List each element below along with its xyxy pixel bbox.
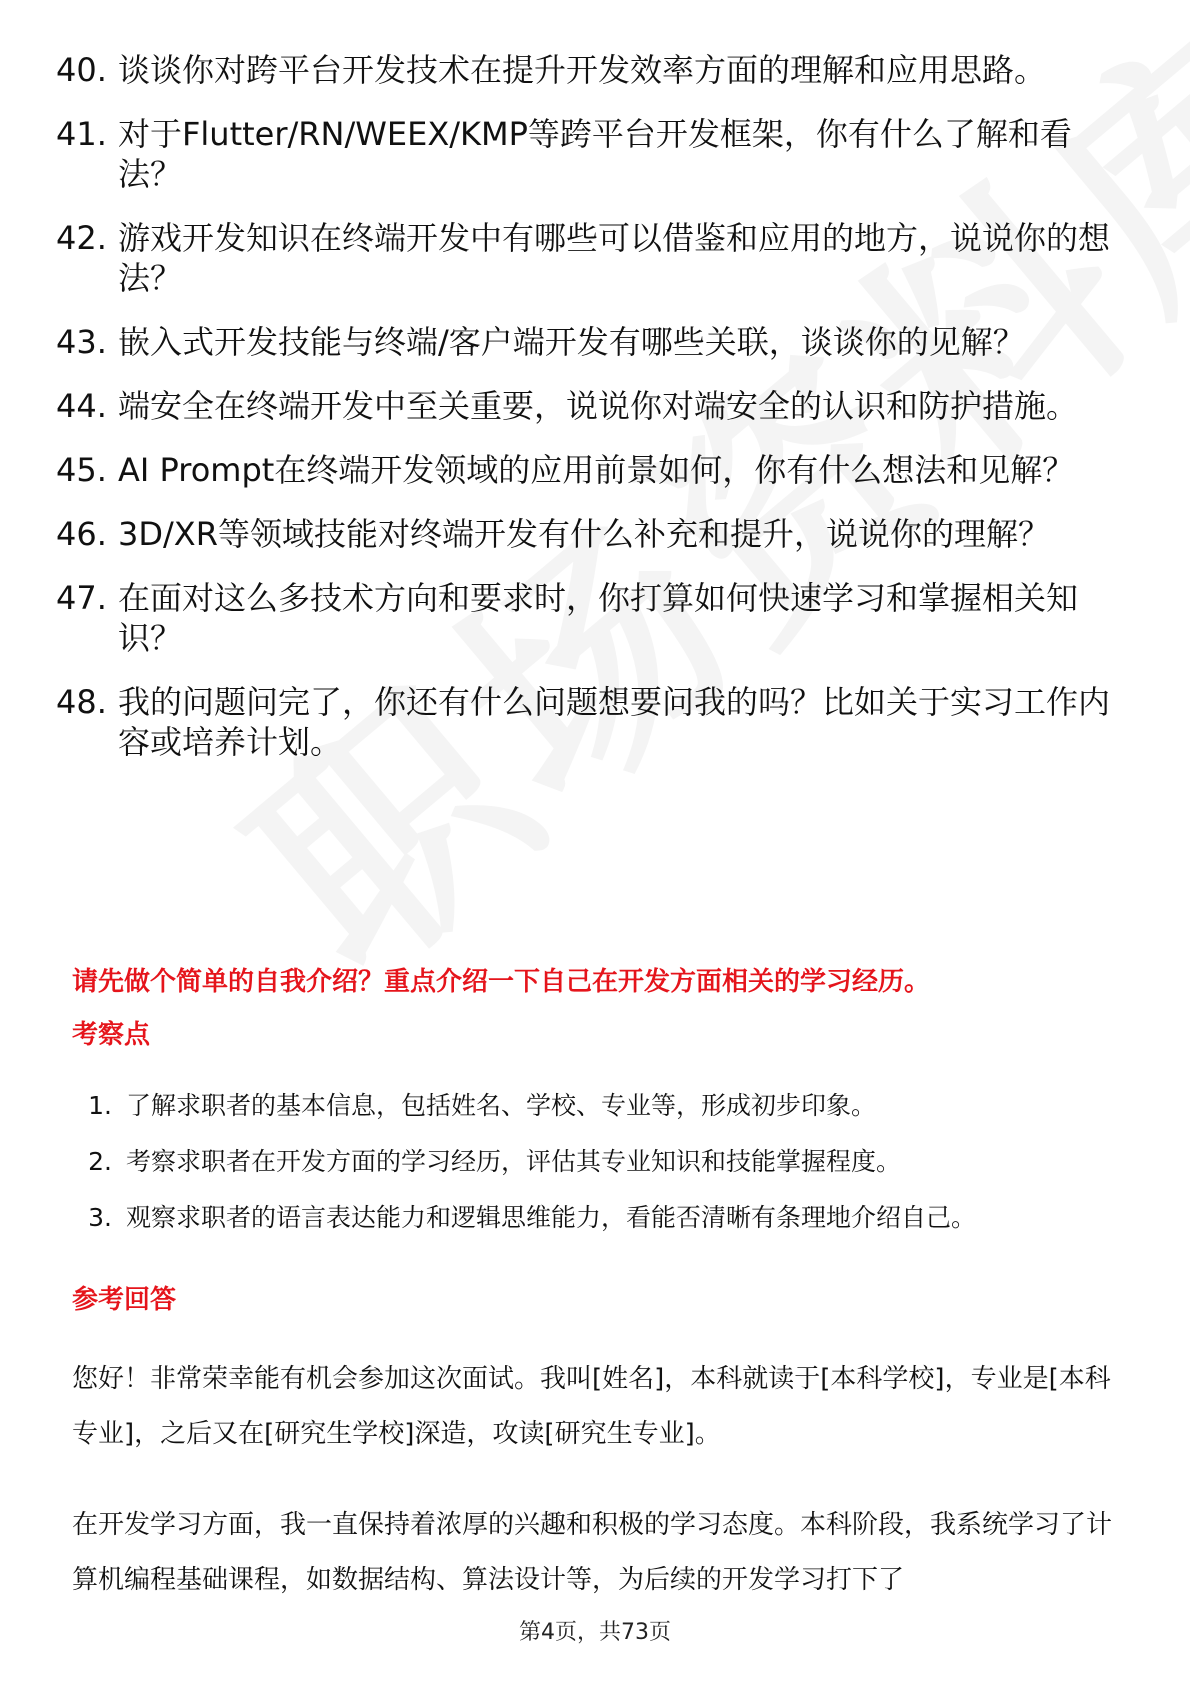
- list-item: [56, 322, 1126, 362]
- question-text: 端安全在终端开发中至关重要，说说你对端安全的认识和防护措施。: [118, 387, 1079, 425]
- examine-heading: 考察点: [72, 1020, 151, 1050]
- question-number: 40.: [56, 51, 107, 89]
- question-number: 45.: [56, 451, 107, 489]
- question-number: 44.: [56, 387, 107, 425]
- point-number: 3.: [88, 1203, 112, 1232]
- list-item: [60, 1088, 1108, 1124]
- question-number: 41.: [56, 115, 107, 153]
- list-item: [60, 1200, 1108, 1236]
- examine-points-list: [60, 1088, 1108, 1236]
- page-footer: 第4页，共73页: [519, 1620, 671, 1645]
- answer-paragraph: 在开发学习方面，我一直保持着浓厚的兴趣和积极的学习态度。本科阶段，我系统学习了计算机编程基础课程，如数据结构、算法设计等，为后续的开发学习打下了: [72, 1510, 1113, 1595]
- point-text: 考察求职者在开发方面的学习经历，评估其专业知识和技能掌握程度。: [126, 1147, 902, 1176]
- question-text: 我的问题问完了，你还有什么问题想要问我的吗？比如关于实习工作内容或培养计划。: [118, 683, 1111, 761]
- examine-points-block: [60, 1088, 1108, 1256]
- list-item: [56, 682, 1126, 762]
- question-text: 嵌入式开发技能与终端/客户端开发有哪些关联，谈谈你的见解？: [118, 323, 1025, 361]
- question-text: 3D/XR等领域技能对终端开发有什么补充和提升，说说你的理解？: [118, 515, 1050, 553]
- question-text: AI Prompt在终端开发领域的应用前景如何，你有什么想法和见解？: [118, 451, 1075, 489]
- answer-label-block: [72, 1282, 1120, 1318]
- question-number: 47.: [56, 579, 107, 617]
- list-item: [56, 578, 1126, 658]
- list-item: [60, 1144, 1108, 1180]
- answer-paragraph: 您好！非常荣幸能有机会参加这次面试。我叫[姓名]，本科就读于[本科学校]，专业是[本科专业]，之后又在[研究生学校]深造，攻读[研究生专业]。: [72, 1364, 1111, 1449]
- question-number: 48.: [56, 683, 107, 721]
- question-text: 在面对这么多技术方向和要求时，你打算如何快速学习和掌握相关知识？: [118, 579, 1079, 657]
- section-title: 请先做个简单的自我介绍？重点介绍一下自己在开发方面相关的学习经历。: [72, 967, 931, 997]
- question-number: 46.: [56, 515, 107, 553]
- answer-heading: 参考回答: [72, 1285, 177, 1315]
- question-text: 谈谈你对跨平台开发技术在提升开发效率方面的理解和应用思路。: [118, 51, 1047, 89]
- list-item: [56, 386, 1126, 426]
- point-text: 了解求职者的基本信息，包括姓名、学校、专业等，形成初步印象。: [126, 1091, 877, 1120]
- examine-label-block: [72, 1017, 1120, 1053]
- point-text: 观察求职者的语言表达能力和逻辑思维能力，看能否清晰有条理地介绍自己。: [126, 1203, 977, 1232]
- question-text: 对于Flutter/RN/WEEX/KMP等跨平台开发框架，你有什么了解和看法？: [118, 115, 1072, 193]
- list-item: [56, 218, 1126, 298]
- list-item: [56, 450, 1126, 490]
- section-title-block: [72, 964, 1120, 1000]
- question-text: 游戏开发知识在终端开发中有哪些可以借鉴和应用的地方，说说你的想法？: [118, 219, 1111, 297]
- question-number: 42.: [56, 219, 107, 257]
- answer-paragraph-2-block: [72, 1498, 1120, 1608]
- point-number: 2.: [88, 1147, 112, 1176]
- list-item: [56, 514, 1126, 554]
- list-item: [56, 114, 1126, 194]
- answer-paragraph-1-block: [72, 1352, 1120, 1462]
- point-number: 1.: [88, 1091, 112, 1120]
- question-number: 43.: [56, 323, 107, 361]
- question-list: [56, 50, 1126, 786]
- list-item: [56, 50, 1126, 90]
